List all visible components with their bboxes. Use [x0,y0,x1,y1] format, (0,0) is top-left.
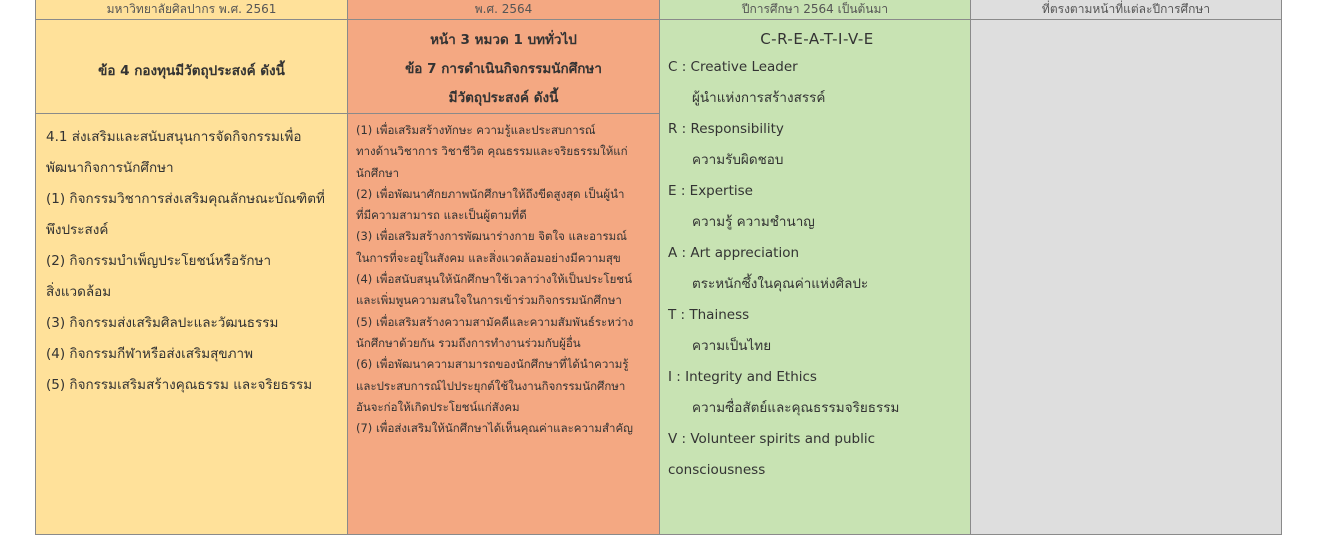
col1-list [36,114,347,401]
list-item: นักศึกษาด้วยกัน รวมถึงการทำงานร่วมกับผู้อื่น [356,335,581,350]
list-item: (5) กิจกรรมเสริมสร้างคุณธรรม และจริยธรรม [46,377,313,393]
list-item: (6) เพื่อพัฒนาความสามารถของนักศึกษาที่ได้นำความรู้ [356,357,629,372]
list-item: (3) เพื่อเสริมสร้างการพัฒนาร่างกาย จิตใจ และอารมณ์ [356,229,627,244]
list-item: (4) กิจกรรมกีฬาหรือส่งเสริมสุขภาพ [46,346,253,362]
list-item: (1) เพื่อเสริมสร้างทักษะ ความรู้และประสบการณ์ [356,123,596,137]
creative-item-th: ความรับผิดชอบ [692,152,784,168]
body-cell-col1 [36,114,348,535]
col2-header-line: ข้อ 7 การดำเนินกิจกรรมนักศึกษา [405,61,602,77]
list-item: ทางด้านวิชาการ วิชาชีวิต คุณธรรมและจริยธรรมให้แก่ [356,144,628,159]
creative-list [660,20,970,486]
list-item: พัฒนากิจการนักศึกษา [46,160,174,176]
empty-gray-cell [971,20,1282,535]
col1-header: ข้อ 4 กองทุนมีวัตถุประสงค์ ดังนี้ [98,63,285,79]
col2-header-line: หน้า 3 หมวด 1 บททั่วไป [430,32,577,48]
col2-header-line: มีวัตถุประสงค์ ดังนี้ [448,90,559,106]
creative-item-en: V : Volunteer spirits and public [668,431,876,447]
list-item: 4.1 ส่งเสริมและสนับสนุนการจัดกิจกรรมเพื่อ [46,129,302,145]
creative-item-th: ความซื่อสัตย์และคุณธรรมจริยธรรม [692,400,900,416]
table-top-row [36,0,1282,20]
list-item: (2) เพื่อพัฒนาศักยภาพนักศึกษาให้ถึงขีดสูงสุด เป็นผู้นำ [356,186,625,201]
top-cell-col3 [660,0,971,20]
creative-title: C-R-E-A-T-I-V-E [760,30,874,48]
top-cell-col1 [36,0,348,20]
top-cell-col4 [971,0,1282,20]
top-text-col2: พ.ศ. 2564 [474,2,533,16]
creative-item-th: ความรู้ ความชำนาญ [692,214,815,230]
list-item: (3) กิจกรรมส่งเสริมศิลปะและวัฒนธรรม [46,315,279,331]
col2-header [348,20,659,113]
list-item: ที่มีความสามารถ และเป็นผู้ตามที่ดี [356,208,527,223]
list-item: ในการที่จะอยู่ในสังคม และสิ่งแวดล้อมอย่างมีความสุข [356,250,621,265]
creative-item-th: consciousness [668,462,766,478]
creative-item-th: ความเป็นไทย [692,338,772,354]
creative-item-en: I : Integrity and Ethics [668,369,817,385]
top-text-col4: ที่ตรงตามหน้าที่แต่ละปีการศึกษา [1041,2,1211,16]
list-item: (1) กิจกรรมวิชาการส่งเสริมคุณลักษณะบัณฑิตที่ [46,191,325,207]
list-item: (5) เพื่อเสริมสร้างความสามัคคีและความสัมพันธ์ระหว่าง [356,314,634,329]
list-item: นักศึกษา [356,165,400,180]
list-item: พึงประสงค์ [46,222,109,238]
col2-list [348,114,659,439]
top-cell-col2 [348,0,660,20]
body-cell-col2 [348,114,660,535]
creative-item-th: ผู้นำแห่งการสร้างสรรค์ [692,90,826,106]
list-item: (2) กิจกรรมบำเพ็ญประโยชน์หรือรักษา [46,253,272,269]
list-item: (4) เพื่อสนับสนุนให้นักศึกษาใช้เวลาว่างให้เป็นประโยชน์ [356,272,632,287]
creative-item-en: T : Thainess [668,307,750,323]
creative-item-en: E : Expertise [668,183,753,199]
header-cell-col2 [348,20,660,114]
header-cell-col1 [36,20,348,114]
creative-cell [660,20,971,535]
table-header-row [36,20,1282,114]
list-item: อันจะก่อให้เกิดประโยชน์แก่สังคม [356,399,520,414]
comparison-table [35,0,1282,535]
list-item: และประสบการณ์ไปประยุกต์ใช้ในงานกิจกรรมนักศึกษา [356,378,626,393]
creative-item-th: ตระหนักซึ้งในคุณค่าแห่งศิลปะ [692,276,869,292]
list-item: (7) เพื่อส่งเสริมให้นักศึกษาได้เห็นคุณค่าและความสำคัญ [356,421,633,436]
top-text-col3: ปีการศึกษา 2564 เป็นต้นมา [741,2,889,16]
list-item: และเพิ่มพูนความสนใจในการเข้าร่วมกิจกรรมนักศึกษา [356,293,622,308]
creative-item-en: R : Responsibility [668,121,784,137]
top-text-col1: มหาวิทยาลัยศิลปากร พ.ศ. 2561 [106,2,277,16]
creative-item-en: C : Creative Leader [668,59,798,75]
creative-item-en: A : Art appreciation [668,245,800,261]
list-item: สิ่งแวดล้อม [46,284,112,300]
